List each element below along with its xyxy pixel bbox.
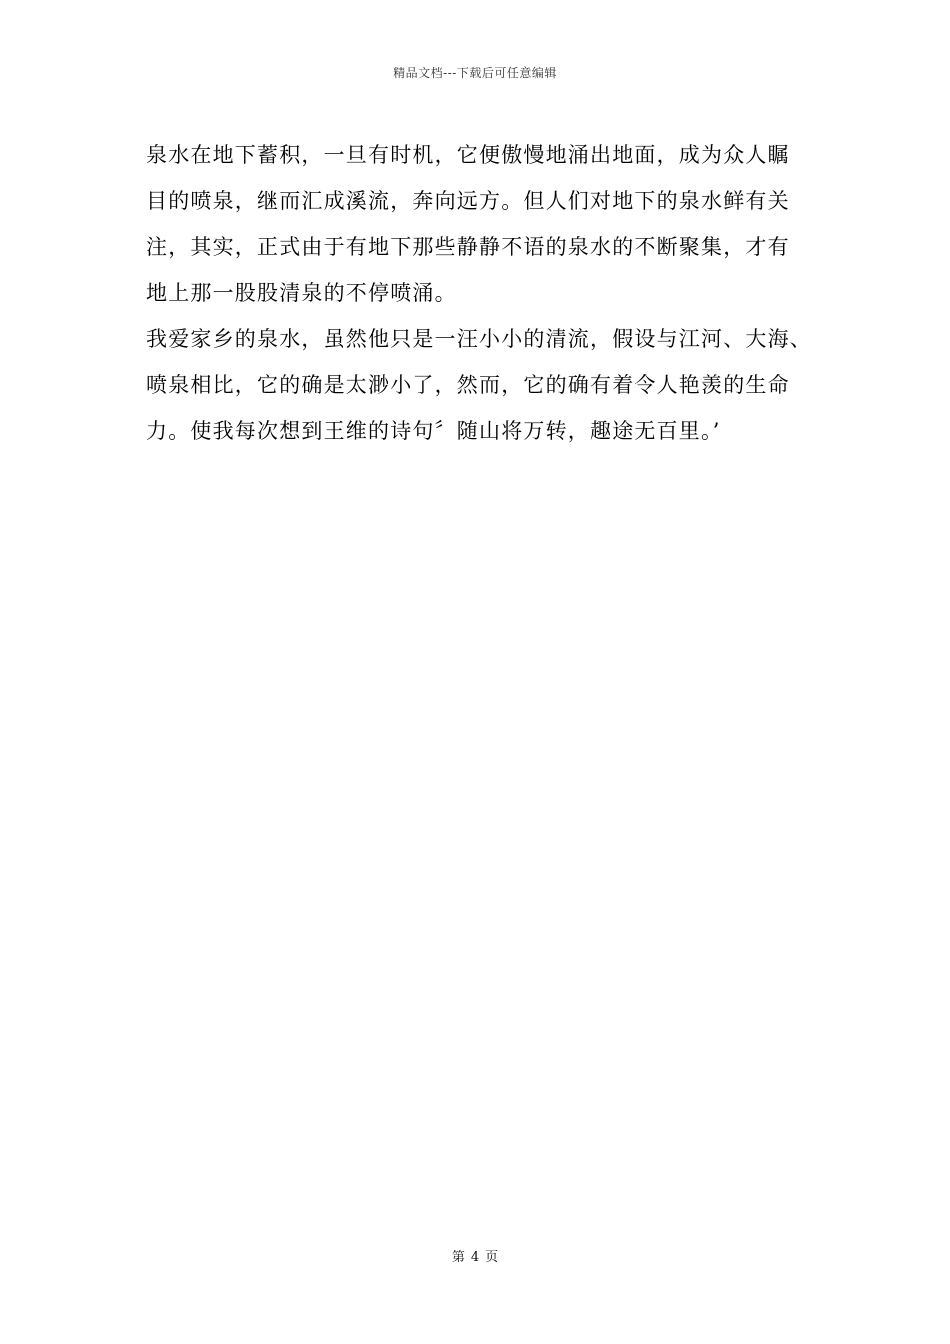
paragraph-line: 地上那一股股清泉的不停喷涌。	[146, 281, 457, 305]
paragraph-line: 喷泉相比，它的确是太渺小了，然而，它的确有着令人艳羡的生命	[146, 373, 790, 397]
paragraph-line: 泉水在地下蓄积，一旦有时机，它便傲慢地涌出地面，成为众人瞩	[146, 143, 790, 167]
paragraph-line: 力。使我每次想到王维的诗句〞随山将万转，趣途无百里。’	[146, 419, 721, 443]
paragraph-line: 注，其实，正式由于有地下那些静静不语的泉水的不断聚集，才有	[146, 235, 790, 259]
page-footer	[0, 1246, 950, 1265]
page-label-prefix: 第	[451, 1250, 465, 1265]
document-body	[146, 132, 836, 454]
page-label-suffix: 页	[485, 1250, 499, 1265]
page-header: 精品文档---下载后可任意编辑	[393, 66, 557, 80]
paragraph-line: 目的喷泉，继而汇成溪流，奔向远方。但人们对地下的泉水鲜有关	[146, 189, 790, 213]
page-number: 4	[470, 1250, 480, 1265]
paragraph-line: 我爱家乡的泉水，虽然他只是一汪小小的清流，假设与江河、大海、	[146, 327, 812, 351]
